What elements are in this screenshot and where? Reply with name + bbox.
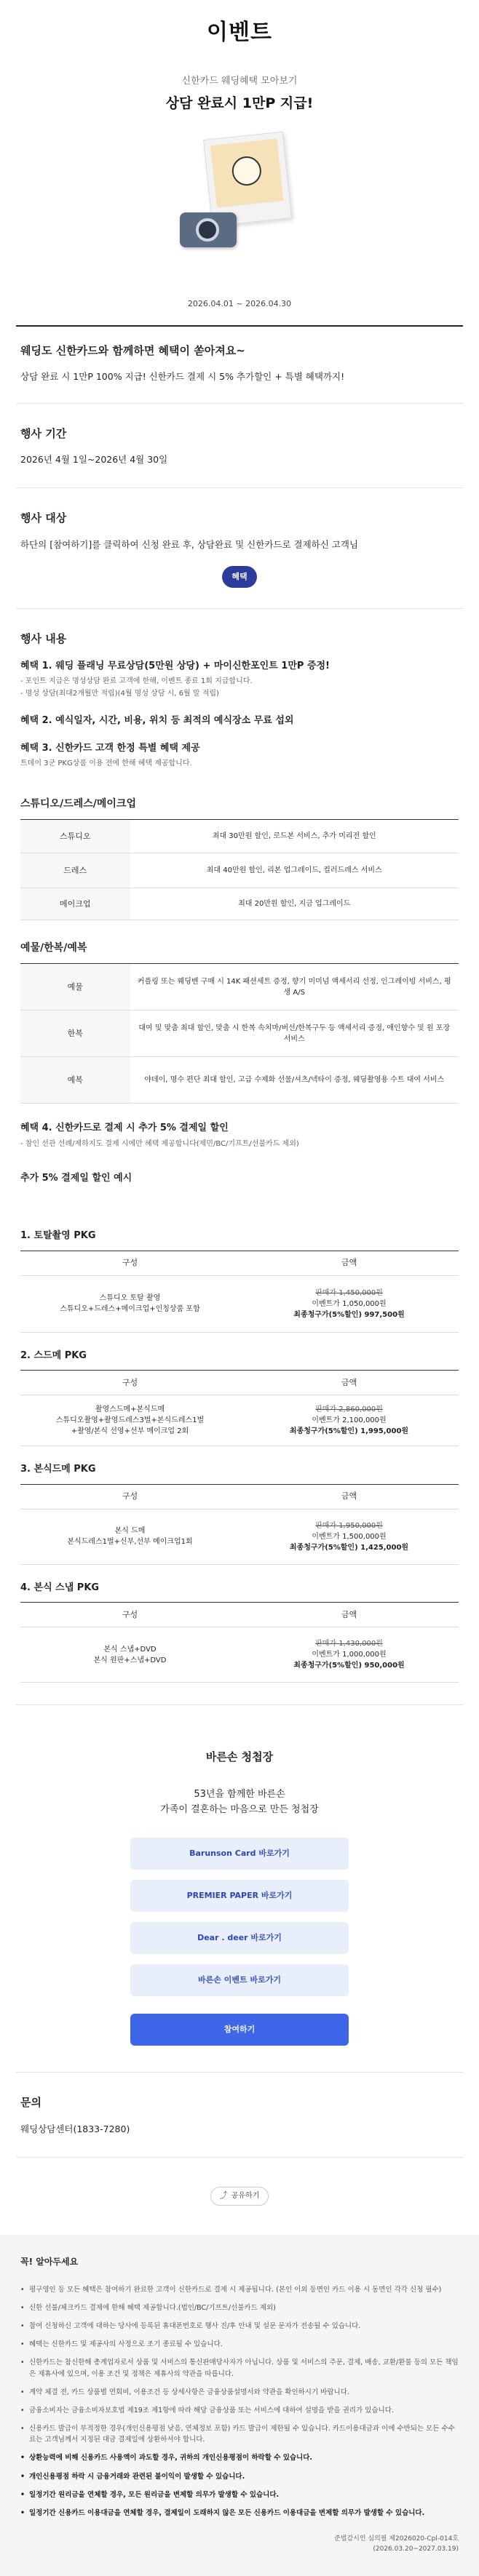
notice-item: • 계약 체결 전, 카드 상품별 연회비, 이용조건 등 상세사항은 금융상품설명서와 약관을 확인하시기 바랍니다. bbox=[20, 2387, 459, 2398]
composition-line: +촬영/본식 선영+선부 메이크업 2회 bbox=[71, 1427, 189, 1436]
package-composition bbox=[20, 1509, 239, 1564]
composition-line: 본식드레스1벌+신부,선부 메이크업1회 bbox=[67, 1538, 193, 1547]
join-button[interactable]: 참여하기 bbox=[130, 2014, 349, 2046]
barunson-subtitle-line: 가족이 결혼하는 마음으로 만든 청첩장 bbox=[160, 1803, 319, 1815]
benefit-4-title: 혜택 4. 신한카드로 결제 시 추가 5% 결제일 할인 bbox=[20, 1122, 229, 1134]
table-header-row bbox=[20, 1484, 459, 1509]
event-price: 이벤트가 1,500,000원 bbox=[312, 1532, 387, 1541]
share-icon: ⤴ bbox=[219, 2190, 228, 2201]
package-price bbox=[239, 1627, 459, 1683]
content-title: 행사 내용 bbox=[20, 632, 67, 646]
barunson-title: 바른손 청첩장 bbox=[205, 1750, 274, 1764]
table-row bbox=[20, 820, 459, 853]
page-title: 이벤트 bbox=[207, 19, 272, 45]
composition-line: 본식 드메 bbox=[114, 1527, 146, 1536]
table-row bbox=[20, 964, 459, 1010]
benefit-3-title: 혜택 3. 신한카드 고객 한정 특별 혜택 제공 bbox=[20, 742, 200, 754]
notice-item: • 신용카드 발급이 부적정한 경우(개인신용평점 낮음, 연체정보 포함) 카드 발급이 제한될 수 있습니다. 카드이용대금과 이에 수반되는 모든 수수료는 고객님께서 지정된 대금 결제일에 상환하셔야 합니다. bbox=[20, 2423, 459, 2445]
share-area bbox=[0, 2158, 479, 2235]
table-key: 예물 bbox=[20, 964, 130, 1010]
table-value: 커플링 또는 웨딩밴 구매 시 14K 패션세트 증정, 향기 미미넘 액세서리 선정, 인그레이빙 서비스, 평생 A/S bbox=[130, 964, 459, 1010]
final-price: 최종청구가(5%할인) 997,500원 bbox=[293, 1310, 405, 1319]
notice-item: • 신한 선불/체크카드 결제에 한해 혜택 제공합니다.(법인/BC/기프트/선불카드 제외) bbox=[20, 2302, 459, 2313]
inquiry-text: 웨딩상담센터(1833-7280) bbox=[20, 2123, 130, 2134]
compliance-footer bbox=[20, 2535, 459, 2554]
package-composition bbox=[20, 1627, 239, 1683]
hero-title: 상담 완료시 1만P 지급! bbox=[165, 95, 314, 111]
package-price bbox=[239, 1275, 459, 1332]
period-text: 2026년 4월 1일~2026년 4월 30일 bbox=[20, 454, 168, 466]
notice-item: • 상환능력에 비해 신용카드 사용액이 과도할 경우, 귀하의 개인신용평점이 하락할 수 있습니다. bbox=[20, 2452, 459, 2463]
notice-item: • 평구영인 등 모든 혜택은 참여하기 완료한 고객이 신한카드로 결제 시 제공됩니다. (본인 이외 등면인 카드 이용 시 동면인 각각 신청 필수) bbox=[20, 2284, 459, 2295]
barunson-event-link[interactable]: 바른손 이벤트 바로가기 bbox=[130, 1964, 349, 1996]
table-row bbox=[20, 1010, 459, 1057]
composition-line: 스튜디오+드레스+메이크업+인칭상품 포함 bbox=[60, 1305, 200, 1314]
gift-table bbox=[20, 963, 459, 1104]
compliance-line: 준법감시인 심의필 제2026020-Cpl-014호 bbox=[334, 2535, 459, 2543]
package-composition bbox=[20, 1275, 239, 1332]
compliance-line: (2026.03.20~2027.03.19) bbox=[373, 2545, 459, 2553]
inquiry-section bbox=[0, 2073, 479, 2156]
column-header: 구성 bbox=[20, 1371, 239, 1395]
column-header: 금액 bbox=[239, 1251, 459, 1275]
barunson-section bbox=[0, 1705, 479, 2046]
share-button[interactable] bbox=[210, 2187, 269, 2206]
column-header: 구성 bbox=[20, 1251, 239, 1275]
dear-deer-link[interactable]: Dear . deer 바로가기 bbox=[130, 1922, 349, 1954]
hero-section bbox=[0, 64, 479, 311]
package-price bbox=[239, 1395, 459, 1446]
table-row bbox=[20, 888, 459, 920]
target-title: 행사 대상 bbox=[20, 511, 67, 525]
package-composition bbox=[20, 1395, 239, 1446]
intro-body: 상담 완료 시 1만P 100% 지급! 신한카드 결제 시 5% 추가할인 + 특별 혜택까지! bbox=[20, 371, 345, 382]
package-title: 3. 본식드메 PKG bbox=[20, 1464, 96, 1475]
table-header-row bbox=[20, 1251, 459, 1275]
composition-line: 스튜디오촬영+촬영드레스3벌+본식드레스1벌 bbox=[55, 1416, 205, 1425]
hero-subtitle: 신한카드 웨딩혜택 모아보기 bbox=[181, 76, 298, 87]
notice-list bbox=[20, 2284, 459, 2519]
table-value: 최대 20만원 할인, 지금 업그레이드 bbox=[130, 888, 459, 920]
target-text: 하단의 [참여하기]를 클릭하여 신청 완료 후, 상담완료 및 신한카드로 결제하신 고객님 bbox=[20, 538, 359, 550]
composition-line: 스튜디오 토탈 촬영 bbox=[99, 1294, 161, 1303]
benefit-button[interactable]: 혜택 bbox=[222, 566, 257, 588]
package-title: 2. 스드메 PKG bbox=[20, 1349, 87, 1361]
notice-item: • 일정기간 원리금을 연체할 경우, 모든 원리금을 변제할 의무가 발생할 수 있습니다. bbox=[20, 2489, 459, 2500]
package-title: 4. 본식 스냅 PKG bbox=[20, 1582, 100, 1593]
original-price: 판매가 1,950,000원 bbox=[315, 1521, 383, 1530]
table-key: 메이크업 bbox=[20, 888, 130, 920]
table-key: 예복 bbox=[20, 1057, 130, 1104]
table-row bbox=[20, 1509, 459, 1564]
event-price: 이벤트가 1,000,000원 bbox=[312, 1651, 387, 1659]
table-value: 최대 30만원 할인, 로드본 서비스, 추가 미리전 할인 bbox=[130, 820, 459, 853]
event-dates: 2026.04.01 ~ 2026.04.30 bbox=[187, 299, 292, 308]
column-header: 금액 bbox=[239, 1371, 459, 1395]
share-label: 공유하기 bbox=[231, 2192, 260, 2201]
hero-illustration bbox=[167, 131, 312, 269]
composition-line: 본식 스냅+DVD bbox=[103, 1645, 157, 1654]
table-key: 드레스 bbox=[20, 853, 130, 888]
event-price: 이벤트가 2,100,000원 bbox=[312, 1416, 387, 1425]
event-price: 이벤트가 1,050,000원 bbox=[312, 1299, 387, 1308]
package-price bbox=[239, 1509, 459, 1564]
table-row bbox=[20, 1627, 459, 1683]
notice-item: • 일정기간 신용카드 이용대금을 연체할 경우, 결제일이 도래하지 않은 모든 신용카드 이용대금을 변제할 의무가 발생할 수 있습니다. bbox=[20, 2508, 459, 2519]
original-price: 판매가 1,450,000원 bbox=[315, 1288, 383, 1297]
package-table bbox=[20, 1251, 459, 1333]
intro-title: 웨딩도 신한카드와 함께하면 혜택이 쏟아져요~ bbox=[20, 343, 245, 357]
package-title: 1. 토탈촬영 PKG bbox=[20, 1230, 96, 1242]
notice-title: 꼭! 알아두세요 bbox=[20, 2256, 79, 2267]
benefit-3-note: 트데이 3군 PKG상품 이용 전에 한해 혜택 제공합니다. bbox=[20, 759, 192, 768]
original-price: 판매가 1,430,000원 bbox=[315, 1640, 383, 1648]
package-table bbox=[20, 1484, 459, 1565]
original-price: 판매가 2,860,000원 bbox=[315, 1405, 383, 1414]
notice-item: • 신한카드는 참신한해 총계업자로서 상품 및 서비스의 통신판매당사자가 아닙니다. 상품 및 서비스의 주문, 결제, 배송, 교환/환불 등의 모든 책임은 제휴사에 있으며, 이용 조건 및 정책은 제휴사의 약관을 따릅니다. bbox=[20, 2357, 459, 2379]
notice-item: • 개인신용평점 하락 시 금융거래와 관련된 불이익이 발생할 수 있습니다. bbox=[20, 2471, 459, 2482]
table-header-row bbox=[20, 1371, 459, 1395]
premier-paper-link[interactable]: PREMIER PAPER 바로가기 bbox=[130, 1880, 349, 1912]
notice-item: • 혜택는 신한카드 및 제공사의 사정으로 조기 종료될 수 있습니다. bbox=[20, 2339, 459, 2350]
table-row bbox=[20, 1395, 459, 1446]
benefit-1-title: 혜택 1. 웨딩 플래닝 무료상담(5만원 상당) + 마이신한포인트 1만P 증정! bbox=[20, 660, 330, 671]
page-header bbox=[0, 0, 479, 64]
benefit-1-note: - 포인트 지급은 명성상담 완료 고객에 한해, 이벤트 종료 1회 지급합니다. bbox=[20, 677, 253, 686]
table-header-row bbox=[20, 1603, 459, 1627]
table-row bbox=[20, 1057, 459, 1104]
composition-line: 촬영스드메+본식드메 bbox=[95, 1405, 165, 1414]
benefit-4-note: - 참인 선관 선례/제하지도 결제 시에만 혜택 제공합니다(제민/BC/기프트/선불카드 제외) bbox=[20, 1139, 299, 1148]
table-value: 야데이, 명수 편단 최대 할인, 고급 수제화 선물/셔츠/넥타이 증정, 웨딩촬영용 수트 대여 서비스 bbox=[130, 1057, 459, 1104]
barunson-card-link[interactable]: Barunson Card 바로가기 bbox=[130, 1838, 349, 1870]
examples-title: 추가 5% 결제일 할인 예시 bbox=[20, 1172, 132, 1184]
intro-section bbox=[0, 327, 479, 403]
table-key: 한복 bbox=[20, 1010, 130, 1057]
table-value: 대여 및 맞춤 최대 할인, 맞춤 시 한복 속치마/버선/한복구두 등 액세서리 증정, 애인향수 및 원 포장 서비스 bbox=[130, 1010, 459, 1057]
notice-item: • 금융소비자는 금융소비자보호법 제19조 제1항에 따라 해당 금융상품 또는 서비스에 대하여 설명을 받을 권리가 있습니다. bbox=[20, 2405, 459, 2416]
barunson-subtitle bbox=[0, 1787, 479, 1818]
table-value: 최대 40만원 할인, 리본 업그레이드, 컬러드레스 서비스 bbox=[130, 853, 459, 888]
notice-section bbox=[0, 2235, 479, 2576]
package-table bbox=[20, 1370, 459, 1446]
column-header: 금액 bbox=[239, 1484, 459, 1509]
notice-item: • 참여 신청하신 고객에 대하는 당사에 등록된 휴대폰번호로 행사 진/후 안내 및 설문 문자가 전송될 수 있습니다. bbox=[20, 2321, 459, 2332]
table-row bbox=[20, 853, 459, 888]
target-section bbox=[0, 488, 479, 588]
table-row bbox=[20, 1275, 459, 1332]
inquiry-title: 문의 bbox=[20, 2096, 41, 2110]
column-header: 금액 bbox=[239, 1603, 459, 1627]
barunson-subtitle-line: 53년을 함께한 바른손 bbox=[194, 1788, 285, 1800]
table-key: 스튜디오 bbox=[20, 820, 130, 853]
composition-line: 본식 원판+스냅+DVD bbox=[93, 1656, 167, 1664]
sdm-table bbox=[20, 819, 459, 920]
period-title: 행사 기간 bbox=[20, 426, 67, 440]
final-price: 최종청구가(5%할인) 950,000원 bbox=[293, 1662, 405, 1670]
camera-icon bbox=[180, 212, 237, 247]
period-section bbox=[0, 404, 479, 487]
column-header: 구성 bbox=[20, 1603, 239, 1627]
final-price: 최종청구가(5%할인) 1,425,000원 bbox=[289, 1543, 409, 1552]
benefit-1-note: - 명성 상담(최대2개월만 적립)(4월 명성 상담 시, 6월 말 적립) bbox=[20, 690, 219, 698]
final-price: 최종청구가(5%할인) 1,995,000원 bbox=[289, 1427, 409, 1436]
package-table bbox=[20, 1602, 459, 1683]
benefit-2-title: 혜택 2. 예식일자, 시간, 비용, 위치 등 최적의 예식장소 무료 섭외 bbox=[20, 715, 294, 727]
sdm-title: 스튜디오/드레스/메이크업 bbox=[20, 798, 136, 810]
gift-title: 예물/한복/예복 bbox=[20, 942, 87, 954]
content-section bbox=[0, 609, 479, 1683]
column-header: 구성 bbox=[20, 1484, 239, 1509]
